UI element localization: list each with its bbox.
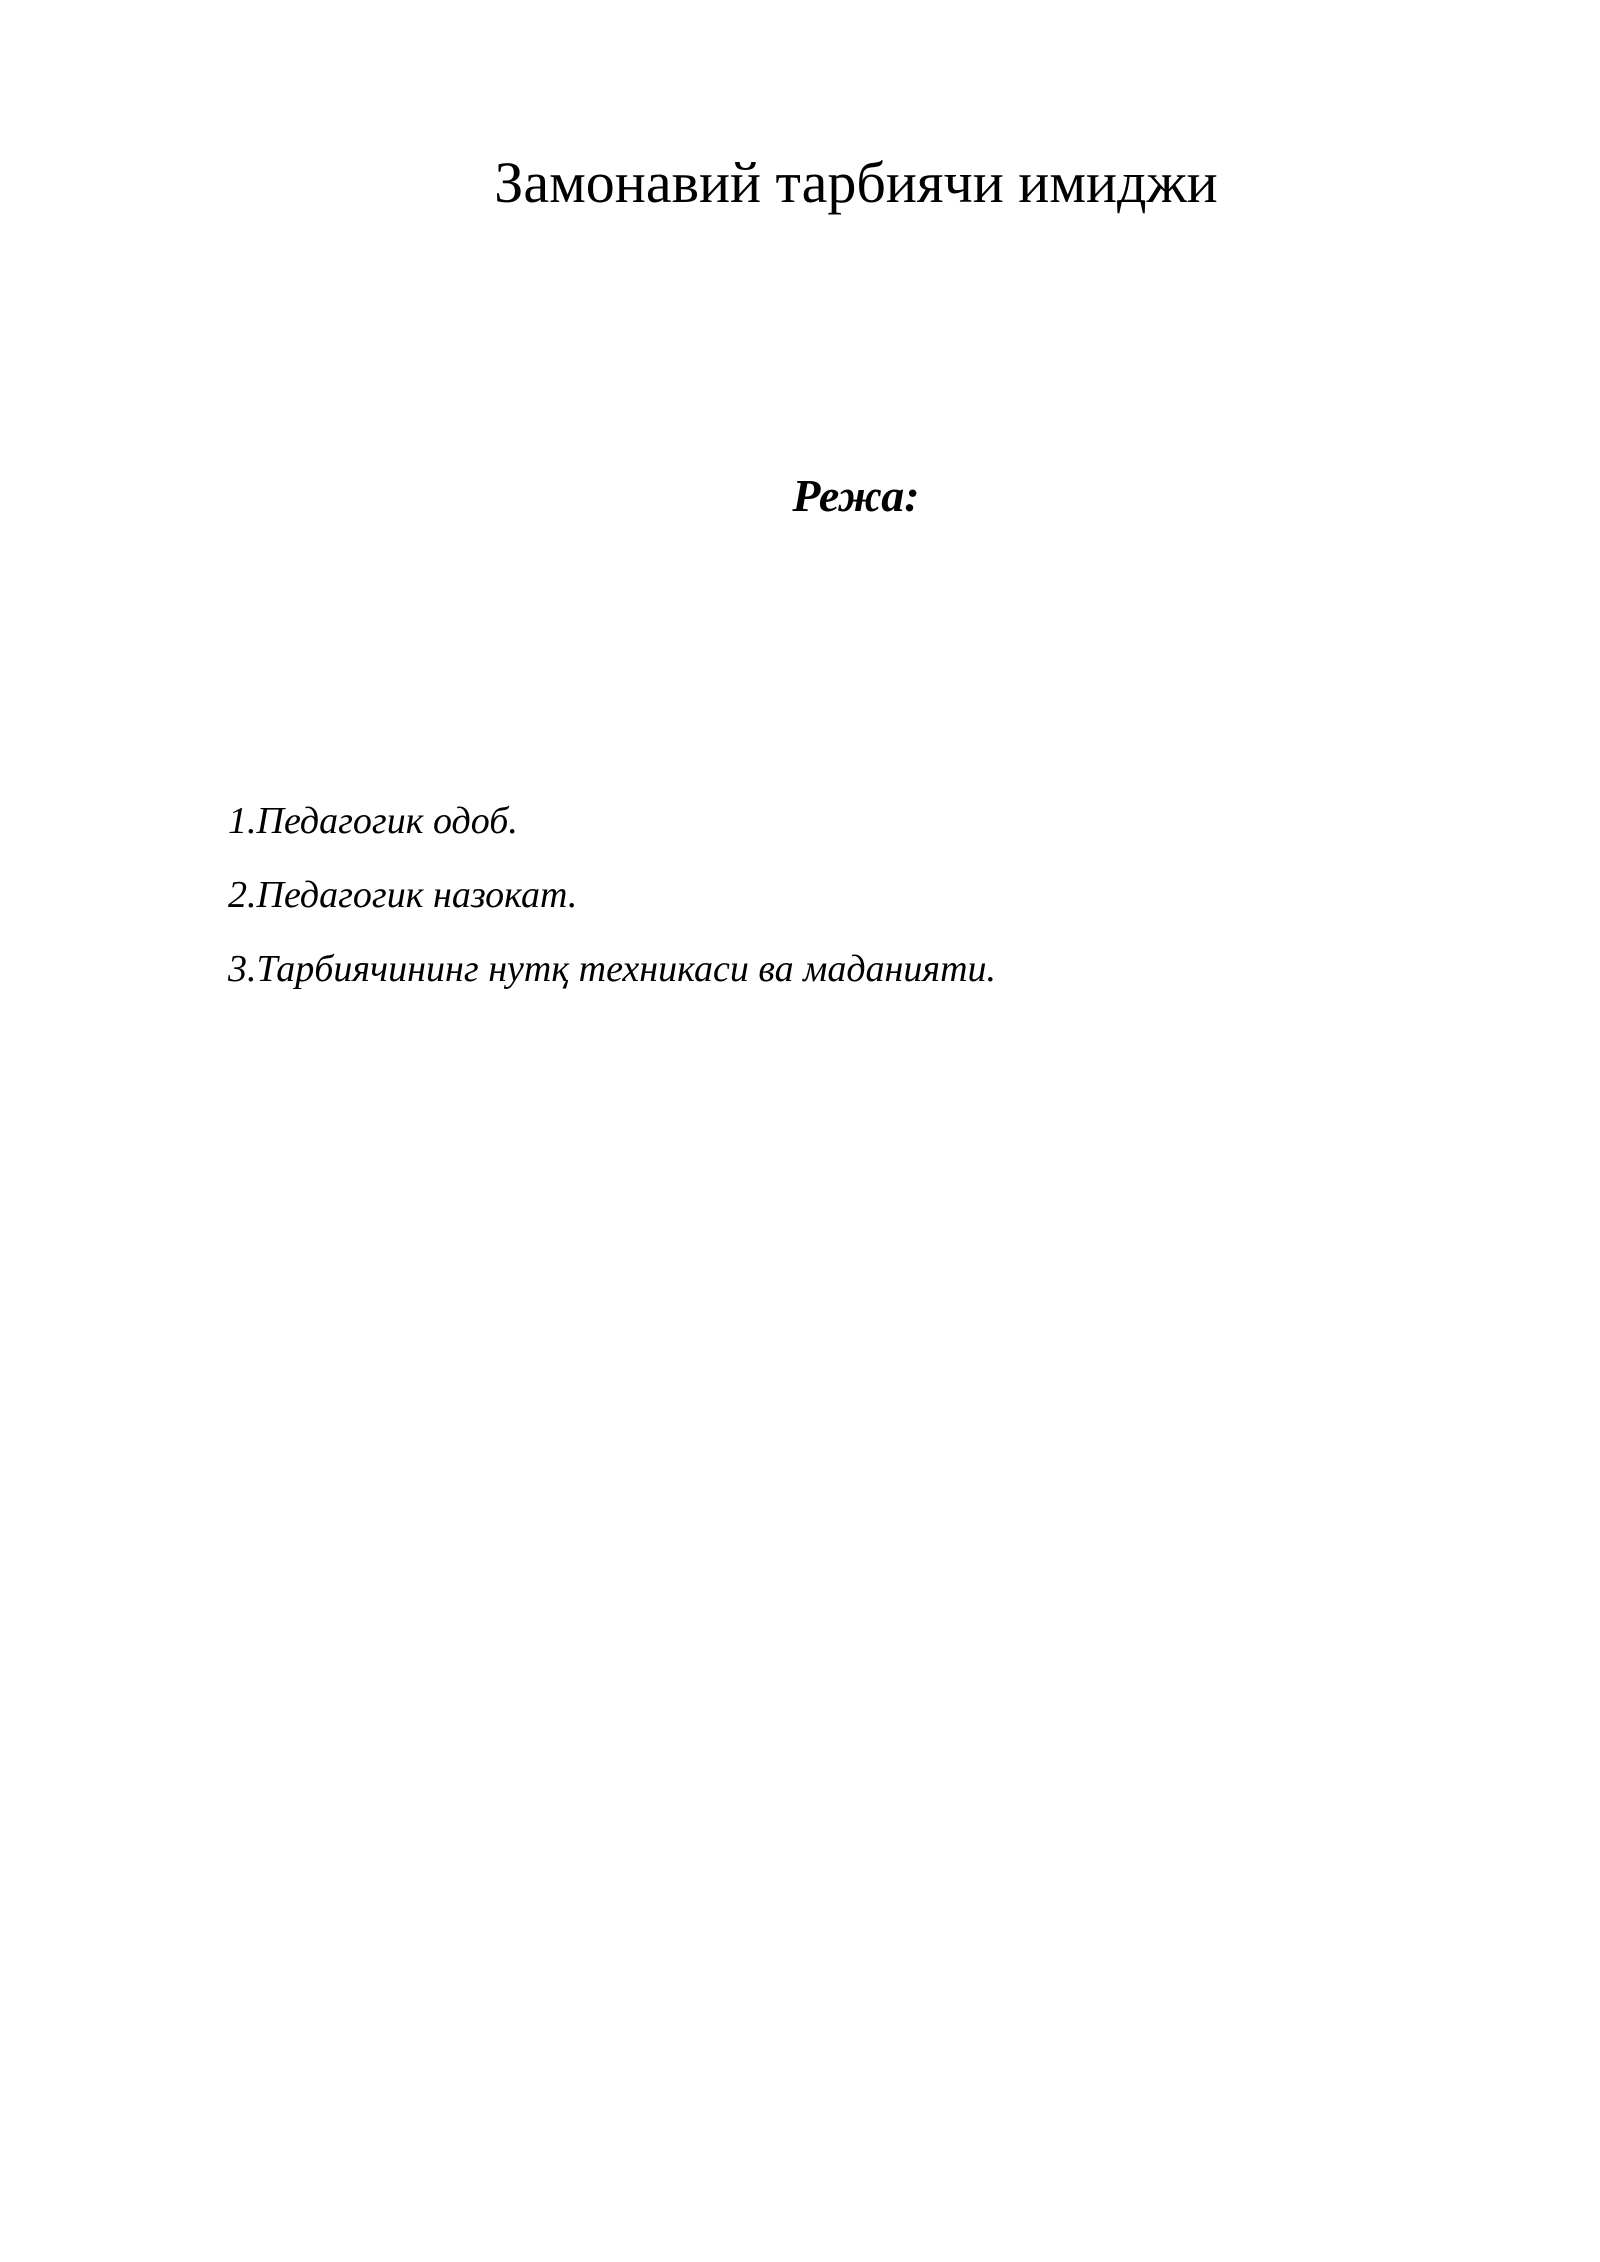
plan-item-3: 3.Тарбиячининг нутқ техникаси ва маданияти. [228, 948, 997, 990]
plan-item-2: 2.Педагогик назокат. [228, 874, 578, 916]
document-title: Замонавий тарбиячи имиджи [494, 150, 1218, 215]
plan-heading: Режа: [792, 470, 920, 521]
plan-item-1: 1.Педагогик одоб. [228, 800, 518, 842]
plan-list [228, 784, 996, 1006]
